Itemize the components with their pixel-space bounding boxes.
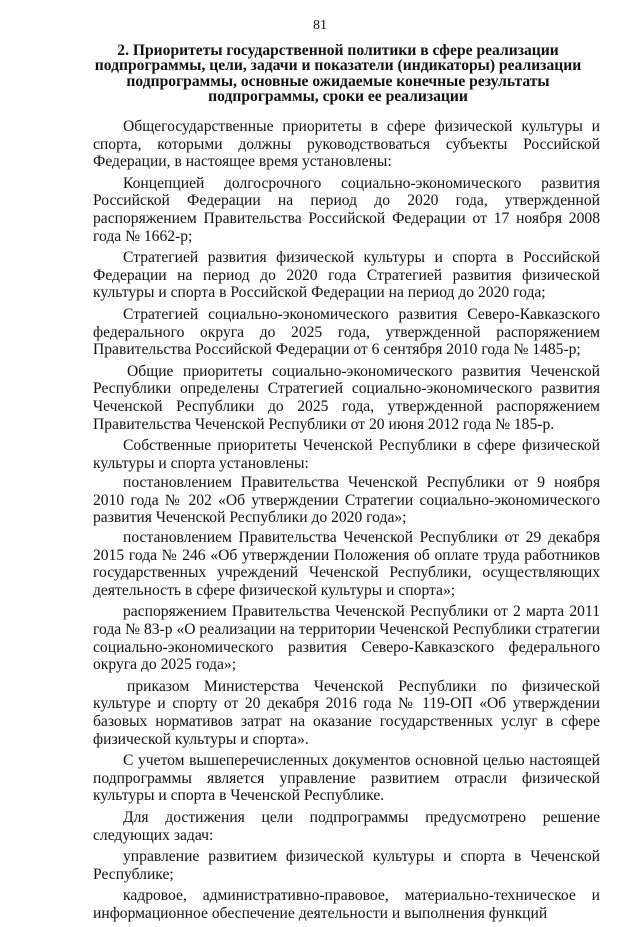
paragraph: Для достижения цели подпрограммы предусмотрено решение следующих задач: [93, 808, 600, 844]
paragraph: Стратегией социально-экономического развития Северо-Кавказского федерального округа до 2025 года, утвержденной распоряжением Правительства Российской Федерации от 6 сентября 2010 года № 1485-р; [93, 305, 600, 359]
paragraph: Концепцией долгосрочного социально-экономического развития Российской Федерации на период до 2020 года, утвержденной распоряжением Правительства Российской Федерации от 17 ноября 2008 года № 1662-р; [93, 174, 600, 245]
paragraph: кадровое, административно-правовое, материально-техническое и информационное обеспечение деятельности и выполнения функций [93, 887, 600, 922]
paragraph: Общие приоритеты социально-экономического развития Чеченской Республики определены Стратегией социально-экономического развития Чеченской Республики до 2025 года, утвержденной распоряжением Правительства Чеченской Республики от 20 июня 2012 года № 185-р. [93, 362, 600, 433]
paragraph: Общегосударственные приоритеты в сфере физической культуры и спорта, которыми должны руководствоваться субъекты Российской Федерации, в настоящее время установлены: [93, 118, 600, 171]
document-body [93, 118, 600, 927]
paragraph: управление развитием физической культуры и спорта в Чеченской Республике; [93, 848, 600, 883]
paragraph: распоряжением Правительства Чеченской Республики от 2 марта 2011 года № 83-р «О реализации на территории Чеченской Республики стратегии социально-экономического развития Северо-Кавказского федерального округа до 2025 года»; [93, 603, 600, 674]
paragraph: Стратегией развития физической культуры и спорта в Российской Федерации на период до 2020 года Стратегией развития физической культуры и спорта в Российской Федерации на период до 2020 года; [93, 249, 600, 302]
paragraph: постановлением Правительства Чеченской Республики от 29 декабря 2015 года № 246 «Об утверждении Положения об оплате труда работников государственных учреждений Чеченской Республики, осуществляющих деятельность в сфере физической культуры и спорта»; [93, 529, 600, 599]
paragraph: С учетом вышеперечисленных документов основной целью настоящей подпрограммы является управление развитием отрасли физической культуры и спорта в Чеченской Республике. [93, 752, 600, 805]
section-heading: 2. Приоритеты государственной политики в сфере реализации подпрограммы, цели, задачи и показатели (индикаторы) реализации подпрограммы, основные ожидаемые конечные результаты подпрограммы, сроки ее реализации [94, 42, 582, 106]
paragraph: постановлением Правительства Чеченской Республики от 9 ноября 2010 года № 202 «Об утверждении Стратегии социально-экономического развития Чеченской Республики до 2020 года»; [93, 474, 600, 527]
paragraph: приказом Министерства Чеченской Республики по физической культуре и спорту от 20 декабря 2016 года № 119-ОП «Об утверждении базовых нормативов затрат на оказание государственных услуг в сфере физической культуры и спорта». [93, 677, 600, 748]
page-number: 81 [313, 18, 327, 33]
paragraph: Собственные приоритеты Чеченской Республики в сфере физической культуры и спорта установлены: [93, 437, 600, 472]
